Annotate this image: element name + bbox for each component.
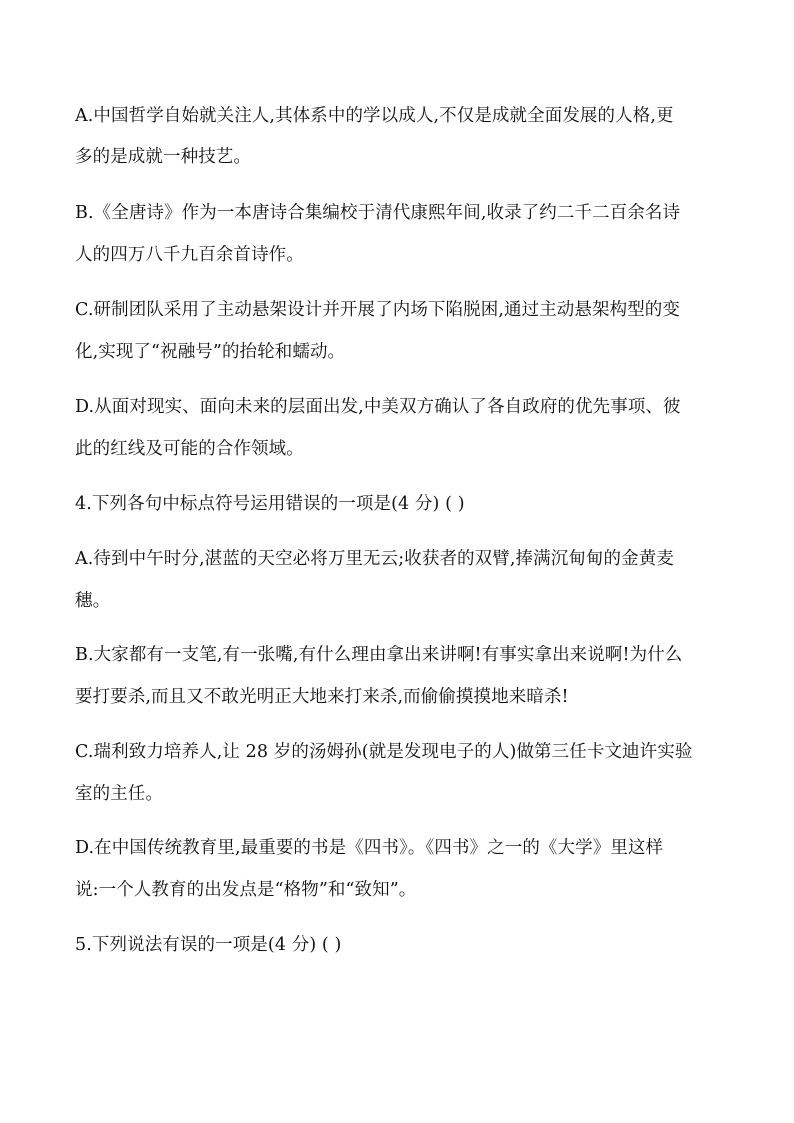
option-a-line-2: 多的是成就一种技艺。 — [75, 147, 251, 167]
option-b-line-2: 人的四万八千九百余首诗作。 — [75, 245, 304, 265]
question-4-stem: 4.下列各句中标点符号运用错误的一项是(4 分) ( ) — [75, 494, 465, 514]
option-a-line-1: A.中国哲学自始就关注人,其体系中的学以成人,不仅是成就全面发展的人格,更 — [75, 106, 674, 126]
q4-option-b-line-2: 要打要杀,而且又不敢光明正大地来打来杀,而偷偷摸摸地来暗杀! — [75, 687, 569, 707]
q4-option-d-line-1: D.在中国传统教育里,最重要的书是《四书》。《四书》之一的《大学》里这样 — [75, 838, 664, 858]
q4-option-b-line-1: B.大家都有一支笔,有一张嘴,有什么理由拿出来讲啊!有事实拿出来说啊!为什么 — [75, 645, 683, 665]
option-c-line-1: C.研制团队采用了主动悬架设计并开展了内场下陷脱困,通过主动悬架构型的变 — [75, 300, 680, 320]
q4-option-a-line-1: A.待到中午时分,湛蓝的天空必将万里无云;收获者的双臂,捧满沉甸甸的金黄麦 — [75, 549, 674, 569]
option-d-line-2: 此的红线及可能的合作领域。 — [75, 439, 304, 459]
q4-option-d-line-2: 说:一个人教育的出发点是“格物”和“致知”。 — [75, 880, 417, 900]
option-d-line-1: D.从面对现实、面向未来的层面出发,中美双方确认了各自政府的优先事项、彼 — [75, 397, 681, 417]
option-c-line-2: 化,实现了“祝融号”的抬轮和蠕动。 — [75, 342, 346, 362]
q4-option-c-line-2: 室的主任。 — [75, 784, 163, 804]
q4-option-a-line-2: 穗。 — [75, 591, 111, 611]
question-5-stem: 5.下列说法有误的一项是(4 分) ( ) — [75, 935, 342, 955]
option-b-line-1: B.《全唐诗》作为一本唐诗合集编校于清代康熙年间,收录了约二千二百余名诗 — [75, 203, 681, 223]
q4-option-c-line-1: C.瑞利致力培养人,让 28 岁的汤姆孙(就是发现电子的人)做第三任卡文迪许实验 — [75, 742, 693, 762]
